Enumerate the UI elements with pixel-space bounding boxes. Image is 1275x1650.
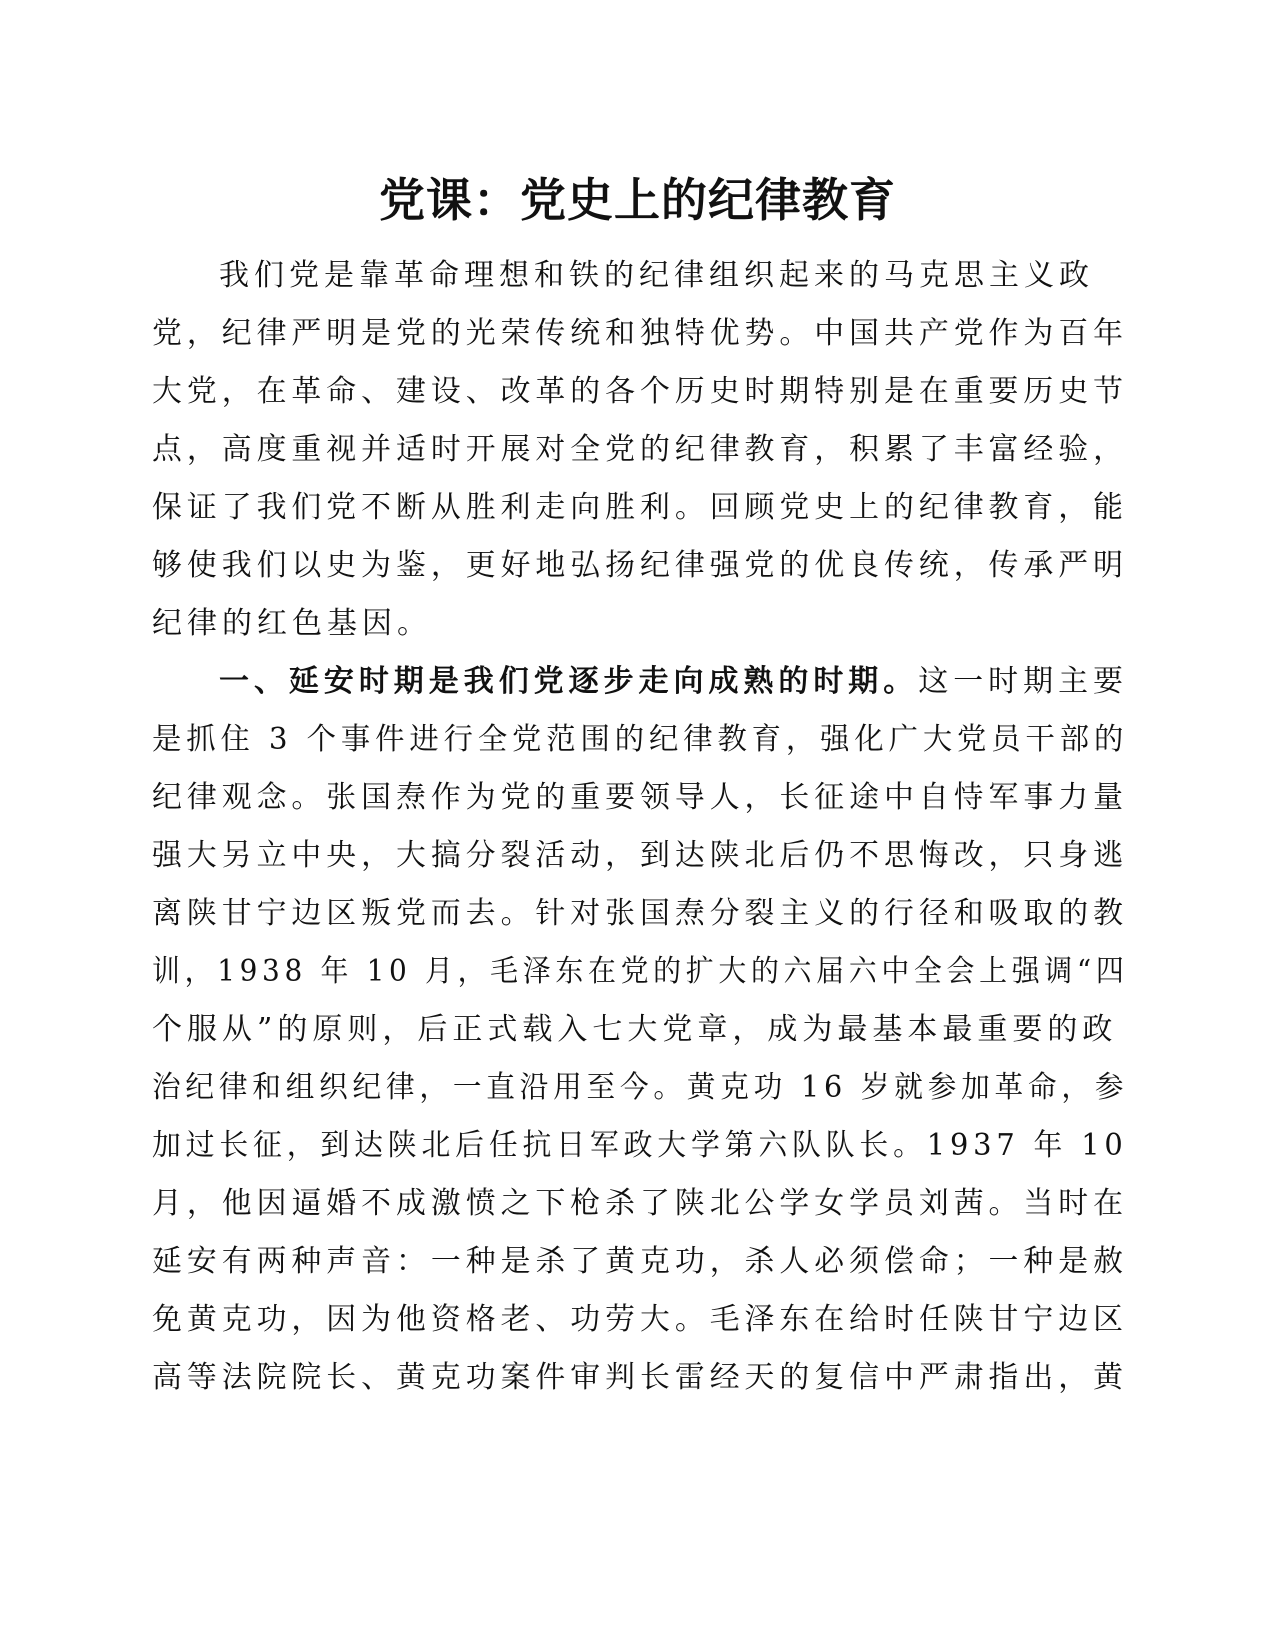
paragraph-line: 离陕甘宁边区叛党而去。针对张国焘分裂主义的行径和吸取的教 <box>152 896 1128 931</box>
paragraph-line: 纪律观念。张国焘作为党的重要领导人，长征途中自恃军事力量 <box>152 780 1128 815</box>
paragraph-line: 个服从”的原则，后正式载入七大党章，成为最基本最重要的政 <box>152 1012 1118 1047</box>
paragraph-line <box>219 662 1128 702</box>
paragraph-line: 训，1938 年 10 月，毛泽东在党的扩大的六届六中全会上强调“四 <box>152 954 1129 989</box>
paragraph-line: 治纪律和组织纪律，一直沿用至今。黄克功 16 岁就参加革命，参 <box>152 1070 1129 1105</box>
paragraph-line: 保证了我们党不断从胜利走向胜利。回顾党史上的纪律教育，能 <box>152 490 1128 525</box>
paragraph-line: 免黄克功，因为他资格老、功劳大。毛泽东在给时任陕甘宁边区 <box>152 1302 1128 1337</box>
paragraph-line: 高等法院院长、黄克功案件审判长雷经天的复信中严肃指出，黄 <box>152 1360 1128 1395</box>
paragraph-line: 加过长征，到达陕北后任抗日军政大学第六队队长。1937 年 10 <box>152 1128 1128 1163</box>
paragraph-line: 延安有两种声音：一种是杀了黄克功，杀人必须偿命；一种是赦 <box>152 1244 1128 1279</box>
section-heading: 一、延安时期是我们党逐步走向成熟的时期。 <box>219 664 919 699</box>
paragraph-line: 纪律的红色基因。 <box>152 606 432 641</box>
paragraph-line: 党，纪律严明是党的光荣传统和独特优势。中国共产党作为百年 <box>152 316 1128 351</box>
paragraph-line: 我们党是靠革命理想和铁的纪律组织起来的马克思主义政 <box>219 258 1094 293</box>
paragraph-line: 大党，在革命、建设、改革的各个历史时期特别是在重要历史节 <box>152 374 1128 409</box>
document-title: 党课：党史上的纪律教育 <box>379 173 896 227</box>
paragraph-line: 强大另立中央，大搞分裂活动，到达陕北后仍不思悔改，只身逃 <box>152 838 1128 873</box>
paragraph-line: 月，他因逼婚不成激愤之下枪杀了陕北公学女学员刘茜。当时在 <box>152 1186 1128 1221</box>
paragraph-line: 点，高度重视并适时开展对全党的纪律教育，积累了丰富经验， <box>152 432 1128 467</box>
paragraph-line: 够使我们以史为鉴，更好地弘扬纪律强党的优良传统，传承严明 <box>152 548 1128 583</box>
paragraph-line: 是抓住 3 个事件进行全党范围的纪律教育，强化广大党员干部的 <box>152 722 1129 757</box>
paragraph-text: 这一时期主要 <box>918 664 1128 699</box>
